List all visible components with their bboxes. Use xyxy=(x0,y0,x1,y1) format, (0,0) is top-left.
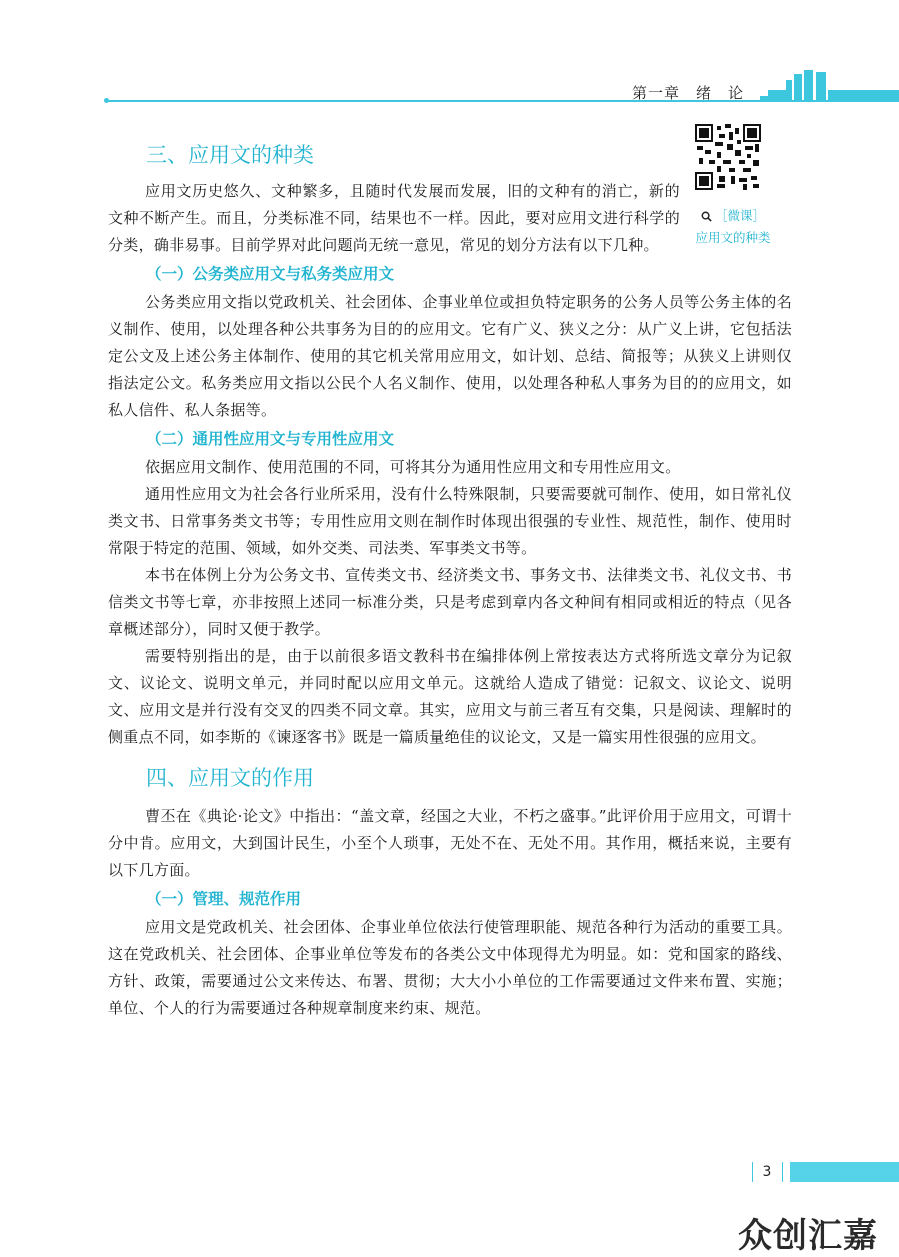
paragraph: 公务类应用文指以党政机关、社会团体、企事业单位或担负特定职务的公务人员等公务主体的名义制作、使用，以处理各种公共事务为目的的应用文。它有广义、狭义之分：从广义上讲，它包括法定公文及上述公务主体制作、使用的其它机关常用应用文，如计划、总结、简报等；从狭义上讲则仅指法定公文。私务类应用文指以公民个人名义制作、使用，以处理各种私人事务为目的的应用文，如私人信件、私人条据等。 xyxy=(108,293,792,419)
paragraph: 依据应用文制作、使用范围的不同，可将其分为通用性应用文和专用性应用文。 xyxy=(145,458,681,476)
section-title-3: 三、应用文的种类 xyxy=(146,143,314,167)
page-number: 3 xyxy=(762,1164,772,1180)
footer-bar xyxy=(790,1162,899,1182)
page-body xyxy=(108,138,792,1022)
paragraph: 需要特别指出的是，由于以前很多语文教科书在编排体例上常按表达方式将所选文章分为记叙文、议论文、说明文单元，并同时配以应用文单元。这就给人造成了错觉：记叙文、议论文、说明文、应用文是并行没有交叉的四类不同文章。其实，应用文与前三者互有交集，只是阅读、理解时的侧重点不同，如李斯的《谏逐客书》既是一篇质量绝佳的议论文，又是一篇实用性很强的应用文。 xyxy=(108,647,792,746)
paragraph: 应用文历史悠久、文种繁多，且随时代发展而发展，旧的文种有的消亡，新的文种不断产生。而且，分类标准不同，结果也不一样。因此，要对应用文进行科学的分类，确非易事。目前学界对此问题尚无统一意见，常见的划分方法有以下几种。 xyxy=(108,182,680,254)
paragraph: 曹丕在《典论·论文》中指出：“盖文章，经国之大业，不朽之盛事。”此评价用于应用文，可谓十分中肯。应用文，大到国计民生，小至个人琐事，无处不在、无处不用。其作用，概括来说，主要有以下几方面。 xyxy=(108,807,792,879)
watermark-logo: 众创汇嘉 xyxy=(738,1216,878,1256)
qr-tag-label: ［微课］ xyxy=(714,208,765,223)
qr-title-label: 应用文的种类 xyxy=(695,229,771,245)
subsection-title: （一）管理、规范作用 xyxy=(146,890,302,908)
paragraph: 应用文是党政机关、社会团体、企事业单位依法行使管理职能、规范各种行为活动的重要工具。这在党政机关、社会团体、企事业单位等发布的各类公文中体现得尤为明显。如：党和国家的路线、方针、政策，需要通过公文来传达、布署、贯彻；大大小小单位的工作需要通过文件来布置、实施；单位、个人的行为需要通过各种规章制度来约束、规范。 xyxy=(108,918,792,1017)
chapter-title: 第一章 绪 论 xyxy=(632,84,745,102)
subsection-title: （一）公务类应用文与私务类应用文 xyxy=(146,265,395,283)
page-number-rule-right xyxy=(782,1162,783,1182)
subsection-title: （二）通用性应用文与专用性应用文 xyxy=(146,430,395,448)
paragraph: 通用性应用文为社会各行业所采用，没有什么特殊限制，只要需要就可制作、使用，如日常礼仪类文书、日常事务类文书等；专用性应用文则在制作时体现出很强的专业性、规范性，制作、使用时常限于特定的范围、领域，如外交类、司法类、军事类文书等。 xyxy=(108,485,792,557)
section-title-4: 四、应用文的作用 xyxy=(146,766,314,790)
paragraph: 本书在体例上分为公务文书、宣传类文书、经济类文书、事务文书、法律类文书、礼仪文书、书信类文书等七章，亦非按照上述同一标准分类，只是考虑到章内各文种间有相同或相近的特点（见各章概述部分），同时又便于教学。 xyxy=(108,566,792,638)
header-bars-decoration xyxy=(760,70,899,102)
